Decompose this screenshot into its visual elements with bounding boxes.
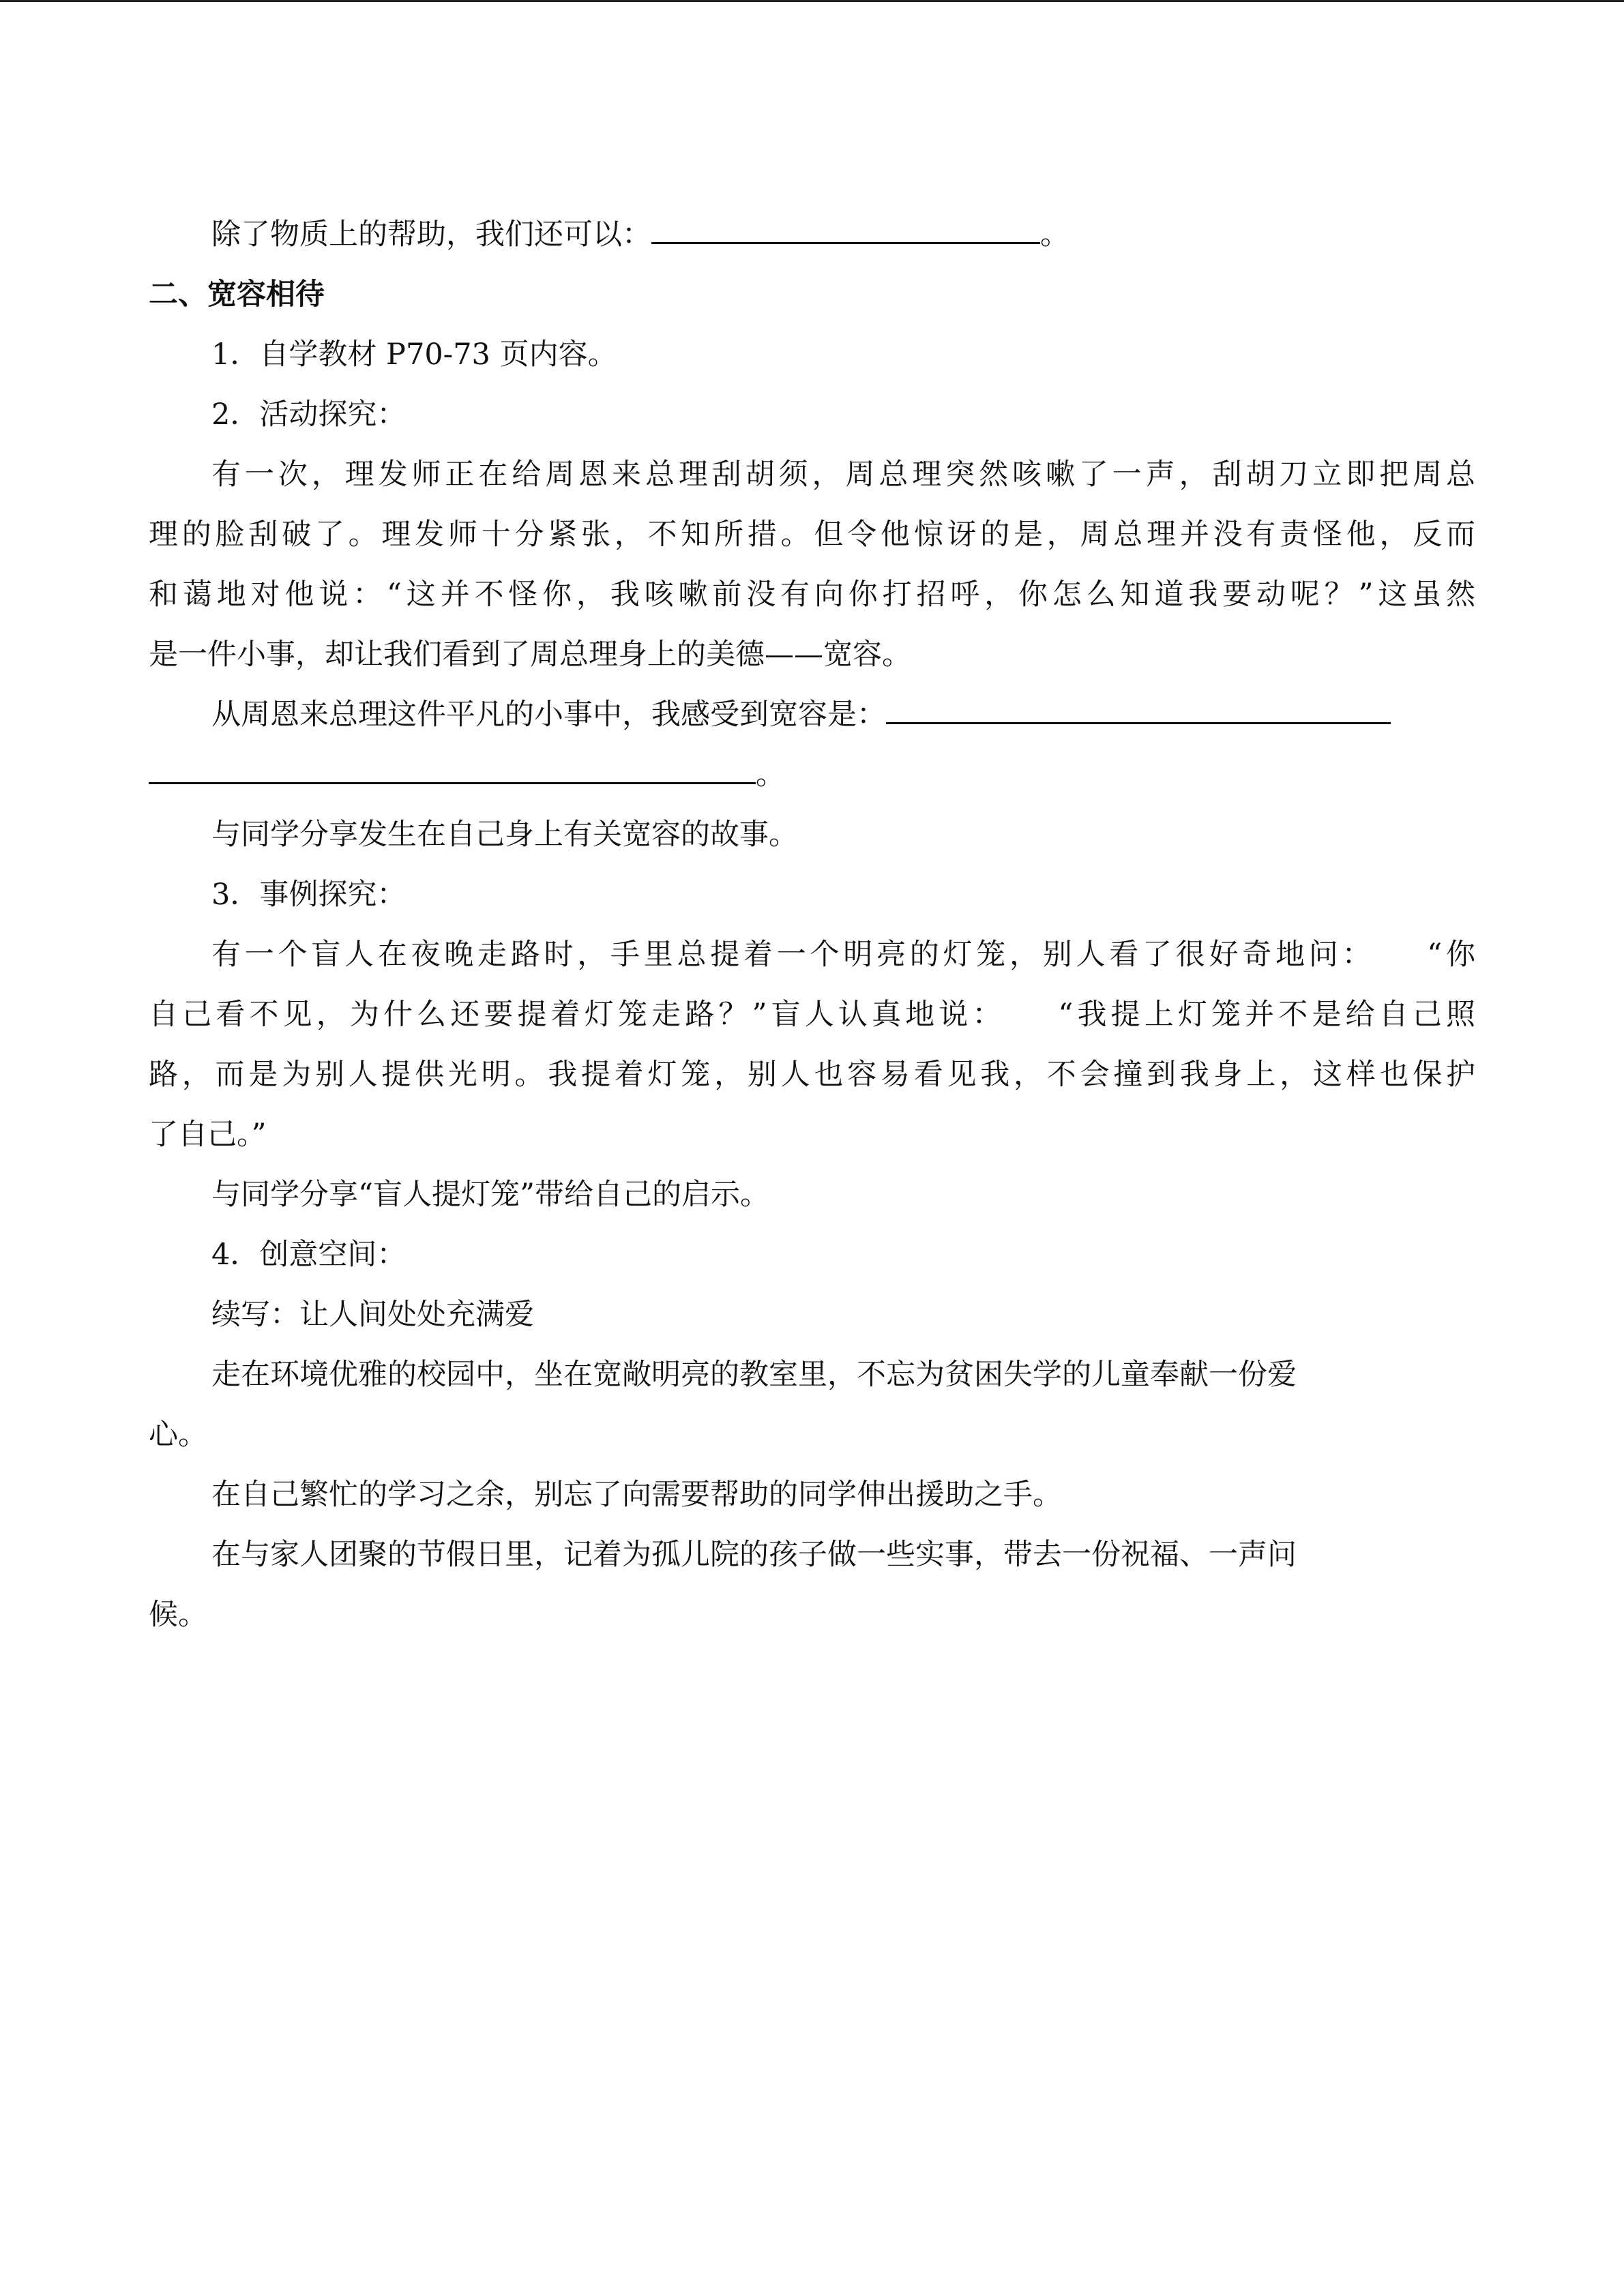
story1-line-4: 是一件小事，却让我们看到了周总理身上的美德——宽容。 (149, 638, 911, 672)
story2-line-4: 了自己。” (149, 1118, 267, 1152)
item-2: 2．活动探究： (211, 398, 407, 432)
material-help-text: 除了物质上的帮助，我们还可以： (211, 218, 651, 252)
story1-line-1: 有一次，理发师正在给周恩来总理刮胡须，周总理突然咳嗽了一声，刮胡刀立即把周总 (211, 458, 1475, 492)
feel-prompt-line (149, 685, 1475, 745)
feel-continuation-line (149, 745, 1475, 805)
love3-line-2: 候。 (149, 1598, 207, 1632)
document-body (149, 205, 1475, 1645)
item-3: 3．事例探究： (211, 878, 407, 912)
love1-line-1: 走在环境优雅的校园中，坐在宽敞明亮的教室里，不忘为贫困失学的儿童奉献一份爱 (211, 1358, 1297, 1392)
share-lantern: 与同学分享“盲人提灯笼”带给自己的启示。 (211, 1178, 769, 1212)
top-border-line (0, 0, 1624, 2)
share-tolerance: 与同学分享发生在自己身上有关宽容的故事。 (211, 818, 798, 852)
story2-line-2: 自己看不见，为什么还要提着灯笼走路？”盲人认真地说： “我提上灯笼并不是给自己照 (149, 998, 1475, 1032)
answer-blank-feel-1[interactable] (886, 687, 1391, 724)
item-1: 1．自学教材 P70-73 页内容。 (211, 338, 617, 372)
love2-line: 在自己繁忙的学习之余，别忘了向需要帮助的同学伸出援助之手。 (211, 1478, 1062, 1512)
feel-end: 。 (756, 758, 785, 792)
item-4: 4．创意空间： (211, 1238, 407, 1272)
material-help-end: 。 (1040, 218, 1069, 252)
story2-line-3: 路，而是为别人提供光明。我提着灯笼，别人也容易看见我，不会撞到我身上，这样也保护 (149, 1058, 1475, 1092)
continue-title: 续写：让人间处处充满爱 (211, 1298, 534, 1332)
material-help-line (149, 205, 1475, 265)
feel-prompt-text: 从周恩来总理这件平凡的小事中，我感受到宽容是： (211, 698, 886, 732)
answer-blank-feel-2[interactable] (149, 747, 756, 784)
story1-line-3: 和蔼地对他说：“这并不怪你，我咳嗽前没有向你打招呼，你怎么知道我要动呢？”这虽然 (149, 578, 1475, 612)
answer-blank-material-help[interactable] (651, 207, 1040, 244)
section-two-title: 二、宽容相待 (149, 278, 325, 312)
love3-line-1: 在与家人团聚的节假日里，记着为孤儿院的孩子做一些实事，带去一份祝福、一声问 (211, 1538, 1297, 1572)
love1-line-2: 心。 (149, 1418, 207, 1452)
story2-line-1: 有一个盲人在夜晚走路时，手里总提着一个明亮的灯笼，别人看了很好奇地问： “你 (211, 938, 1475, 972)
story1-line-2: 理的脸刮破了。理发师十分紧张，不知所措。但令他惊讶的是，周总理并没有责怪他，反而 (149, 518, 1475, 552)
